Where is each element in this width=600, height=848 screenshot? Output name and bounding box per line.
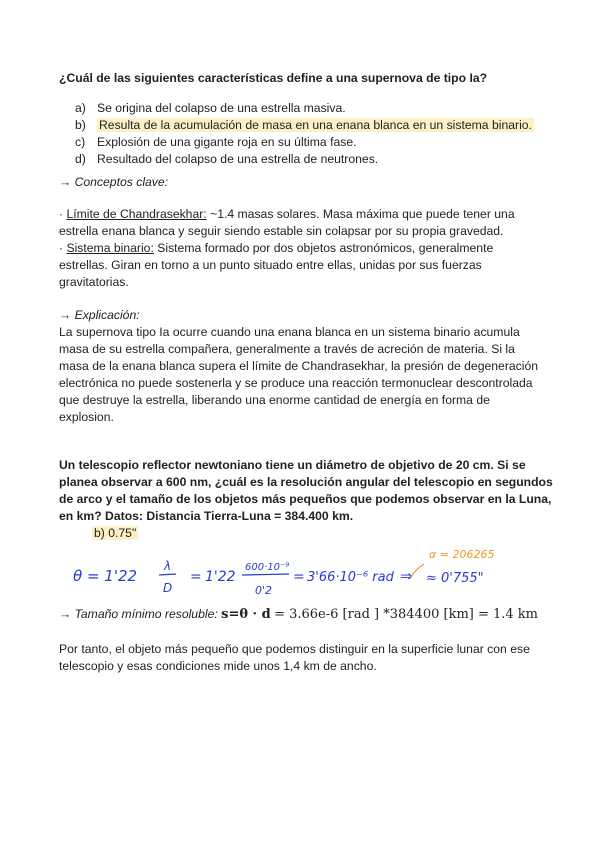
- option-b-letter: b): [75, 118, 86, 132]
- handwritten-formula: [55, 540, 525, 605]
- q2-question-line: de arco y el tamaño de los objetos más pequeños que podemos observar en la Luna,: [59, 492, 552, 506]
- concept-bullet: ·: [59, 207, 67, 221]
- hw-denominator: 0'2: [255, 584, 273, 597]
- q1-question: ¿Cuál de las siguientes características define a una supernova de tipo Ia?: [59, 71, 488, 85]
- q2-question-line: en km? Datos: Distancia Tierra-Luna = 384.400 km.: [59, 509, 354, 523]
- q2-question-line: planea observar a 600 nm, ¿cuál es la resolución angular del telescopio en segundos: [59, 475, 553, 489]
- concept-def-line: ~1.4 masas solares. Masa máxima que puede tener una: [206, 207, 515, 221]
- option-d-letter: d): [75, 152, 86, 166]
- q2-question-line: Un telescopio reflector newtoniano tiene un diámetro de objetivo de 20 cm. Si se: [59, 458, 526, 472]
- option-c-letter: c): [75, 135, 86, 149]
- explanation-line: masa de la enana blanca supera el límite de Chandrasekhar, la presión de degeneración: [59, 359, 539, 373]
- explanation-line: electrónica no puede sostenerla y se produce una reacción termonuclear descontrolada: [59, 376, 533, 390]
- option-b: [75, 117, 534, 134]
- hw-theta: θ = 1'22: [73, 567, 138, 585]
- option-d-text: Resultado del colapso de una estrella de neutrones.: [97, 152, 379, 166]
- concept-binary-line3: gravitatorias.: [59, 275, 129, 289]
- min-size-line: [59, 606, 538, 623]
- hw-coefficient: 1'22: [205, 569, 236, 585]
- concept-def-line: Sistema formado por dos objetos astronómicos, generalmente: [153, 241, 494, 255]
- min-size-formula: s=θ · d: [221, 607, 271, 622]
- explanation-line: que destruye la estrella, liberando una enorme cantidad de energía en forma de: [59, 393, 490, 407]
- concept-term-chandrasekhar: Límite de Chandrasekhar:: [66, 207, 207, 221]
- option-d: [75, 151, 378, 168]
- hw-implies: ⇒: [400, 567, 413, 585]
- explanation-line: La supernova tipo Ia ocurre cuando una enana blanca en un sistema binario acumula: [59, 325, 520, 339]
- concept-binary: [59, 240, 493, 257]
- option-c-text: Explosión de una gigante roja en su última fase.: [97, 135, 357, 149]
- explanation-line: explosion.: [59, 410, 114, 424]
- hw-approx: ≈ 0'755": [426, 571, 484, 586]
- hw-note-arrow: [411, 564, 424, 577]
- concept-chandrasekhar-line2: estrella enana blanca y seguir siendo estable sin colapsar por su propia gravedad.: [59, 224, 504, 238]
- concepts-heading: → Conceptos clave:: [59, 175, 169, 189]
- concept-term-binary: Sistema binario:: [66, 241, 154, 255]
- hw-numerator: 600·10⁻⁹: [245, 562, 290, 573]
- min-size-heading: → Tamaño mínimo resoluble:: [59, 607, 218, 621]
- hw-equals: =: [190, 569, 202, 585]
- conclusion-line: Por tanto, el objeto más pequeño que podemos distinguir en la superficie lunar con ese: [59, 642, 530, 656]
- q2-answer-highlighted: b) 0.75": [94, 526, 137, 540]
- explanation-line: masa de su estrella compañera, generalmente a través de acreción de materia. Si la: [59, 342, 515, 356]
- option-a-text: Se origina del colapso de una estrella masiva.: [97, 101, 346, 115]
- hw-equals: =: [293, 569, 305, 585]
- option-b-text-highlighted: Resulta de la acumulación de masa en una enana blanca en un sistema binario.: [99, 118, 532, 132]
- option-a-letter: a): [75, 101, 86, 115]
- hw-fraction-bar: [159, 574, 176, 575]
- min-size-equation: = 3.66e-6 [rad ] *384400 [km] = 1.4 km: [274, 607, 539, 622]
- hw-note: α = 206265: [429, 548, 495, 561]
- hw-D: D: [163, 581, 173, 595]
- concept-chandrasekhar: [59, 206, 515, 223]
- concept-bullet: ·: [59, 241, 67, 255]
- explanation-heading: → Explicación:: [59, 308, 140, 322]
- hw-result: 3'66·10⁻⁶ rad: [307, 570, 394, 585]
- hw-lambda: λ: [164, 559, 172, 573]
- hw-fraction-bar: [242, 574, 289, 575]
- conclusion-line: telescopio y esas condiciones mide unos 1,4 km de ancho.: [59, 659, 377, 673]
- option-c: [75, 134, 357, 151]
- option-a: [75, 100, 346, 117]
- concept-binary-line2: estrellas. Giran en torno a un punto situado entre ellas, unidas por sus fuerzas: [59, 258, 482, 272]
